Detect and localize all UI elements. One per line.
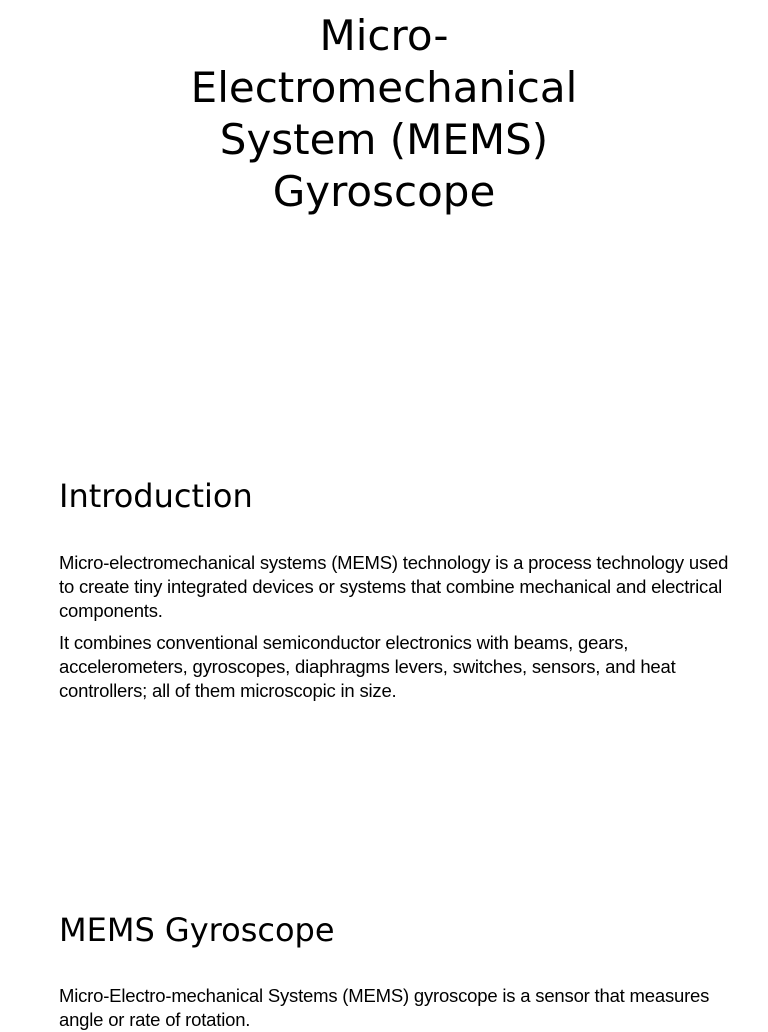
title-line: Gyroscope bbox=[272, 167, 496, 216]
introduction-paragraph: Micro-electromechanical systems (MEMS) technology is a process technology used to create tiny integrated devices or systems that combine mechanical and electrical components. bbox=[59, 552, 729, 621]
introduction-paragraph: It combines conventional semiconductor electronics with beams, gears, accelerometers, gyroscopes, diaphragms levers, switches, sensors, and heat controllers; all of them microscopic in size. bbox=[59, 632, 676, 701]
introduction-heading: Introduction bbox=[59, 477, 253, 515]
title-line: Micro- bbox=[319, 11, 449, 60]
document-title bbox=[0, 10, 768, 218]
title-line: System (MEMS) bbox=[219, 115, 549, 164]
title-line: Electromechanical bbox=[190, 63, 578, 112]
mems-gyroscope-heading: MEMS Gyroscope bbox=[59, 911, 335, 949]
mems-gyroscope-paragraph: Micro-Electro-mechanical Systems (MEMS) gyroscope is a sensor that measures angle or rate of rotation. bbox=[59, 985, 710, 1030]
